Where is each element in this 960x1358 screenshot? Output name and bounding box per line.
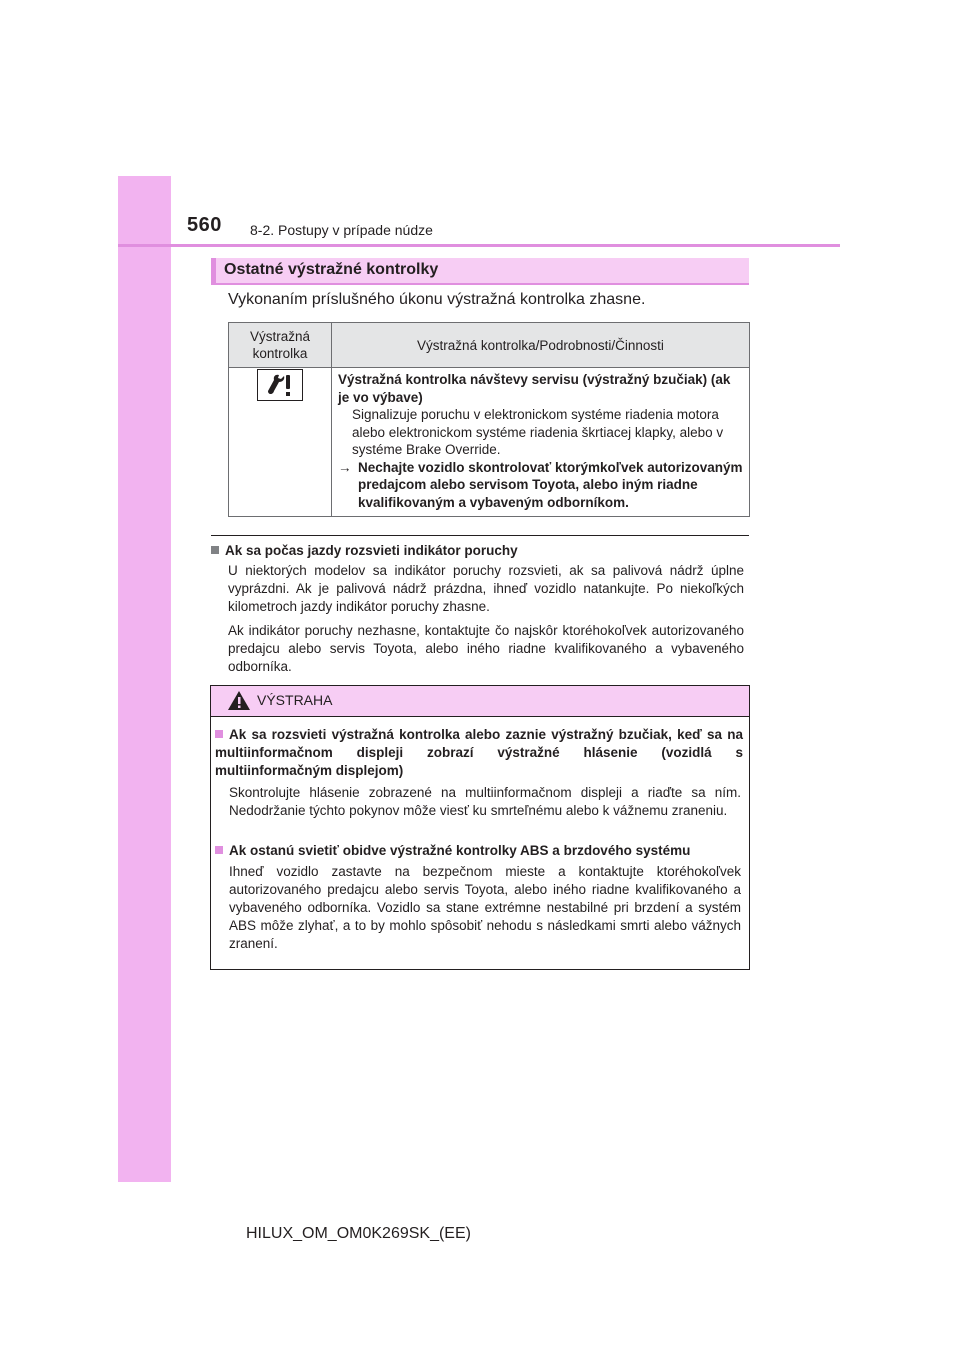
side-tab-bar bbox=[118, 176, 171, 1182]
warning-item-1-heading-text: Ak sa rozsvieti výstražná kontrolka alebo zaznie výstražný bzučiak, keď sa na multiinformačnom displeji zobrazí výstražné hlásenie (vozidlá s multiinformačným displejom) bbox=[215, 727, 743, 778]
separator-rule bbox=[211, 535, 749, 536]
warning-box bbox=[210, 685, 750, 970]
section-accent bbox=[211, 258, 216, 283]
section-title: Ostatné výstražné kontrolky bbox=[224, 261, 439, 278]
row-title: Výstražná kontrolka návštevy servisu (výstražný bzučiak) (ak je vo výbave) bbox=[338, 372, 731, 405]
warning-label: VÝSTRAHA bbox=[257, 692, 333, 708]
warning-item-2-body: Ihneď vozidlo zastavte na bezpečnom mieste a kontaktujte ktoréhokoľvek autorizovaného predajcu alebo servis Toyota, alebo iného riadne kvalifikovaného a vybaveného odborníka. Vozidlo sa stane extrémne nestabilné pri brzdení a systém ABS môže zlyhať, a to by mohlo spôsobiť nehodu s následkami smrti alebo vážnych zranení. bbox=[229, 864, 741, 951]
description-cell bbox=[332, 368, 750, 517]
warning-light-table bbox=[228, 322, 750, 517]
malfunction-heading-text: Ak sa počas jazdy rozsvieti indikátor poruchy bbox=[225, 543, 518, 558]
bullet-square-icon bbox=[211, 546, 219, 554]
bullet-square-icon bbox=[215, 846, 223, 854]
chapter-title: 8-2. Postupy v prípade núdze bbox=[250, 222, 433, 238]
section-intro: Vykonaním príslušného úkonu výstražná kontrolka zhasne. bbox=[228, 291, 646, 308]
table-header-row bbox=[229, 323, 750, 368]
arrow-icon: → bbox=[338, 459, 352, 475]
warning-item-1-heading bbox=[215, 726, 743, 780]
warning-triangle-icon bbox=[227, 690, 251, 711]
row-body: Signalizuje poruchu v elektronickom systéme riadenia motora alebo elektronickom systéme riadenia škrtiacej klapky, alebo v systéme Brake Override. bbox=[352, 407, 724, 457]
footer-code: HILUX_OM_OM0K269SK_(EE) bbox=[246, 1225, 471, 1242]
malfunction-paragraph-1: U niektorých modelov sa indikátor poruchy rozsvieti, ak sa palivová nádrž úplne vyprázdni. Ak je palivová nádrž prázdna, ihneď vozidlo natankujte. Po niekoľkých kilometroch jazdy indikátor poruchy zhasne. bbox=[228, 563, 744, 614]
warning-item-2-heading-text: Ak ostanú svietiť obidve výstražné kontrolky ABS a brzdového systému bbox=[229, 843, 691, 858]
row-action-text: Nechajte vozidlo skontrolovať ktorýmkoľvek autorizovaným predajcom alebo servisom Toyota, alebo iným riadne kvalifikovaným a vybaveným odborníkom. bbox=[358, 459, 743, 510]
page-number: 560 bbox=[187, 214, 222, 236]
section-heading bbox=[211, 258, 749, 285]
table-col-details: Výstražná kontrolka/Podrobnosti/Činnosti bbox=[332, 323, 750, 368]
service-reminder-icon bbox=[257, 369, 303, 401]
malfunction-heading bbox=[211, 543, 518, 558]
bullet-square-icon bbox=[215, 730, 223, 738]
malfunction-paragraph-2: Ak indikátor poruchy nezhasne, kontaktujte čo najskôr ktoréhokoľvek autorizovaného predajcu alebo servis Toyota, alebo iného riadne kvalifikovaného a vybaveného odborníka. bbox=[228, 623, 744, 674]
warning-item-1-body: Skontrolujte hlásenie zobrazené na multiinformačnom displeji a riaďte sa ním. Nedodržanie týchto pokynov môže viesť ku smrteľnému alebo k vážnemu zraneniu. bbox=[229, 785, 741, 818]
icon-cell bbox=[229, 368, 332, 517]
header-rule bbox=[118, 244, 840, 247]
warning-item-2-heading bbox=[215, 842, 743, 860]
table-row bbox=[229, 368, 750, 517]
warning-banner bbox=[211, 686, 749, 717]
row-action bbox=[338, 459, 743, 512]
table-col-light: Výstražná kontrolka bbox=[229, 323, 332, 368]
